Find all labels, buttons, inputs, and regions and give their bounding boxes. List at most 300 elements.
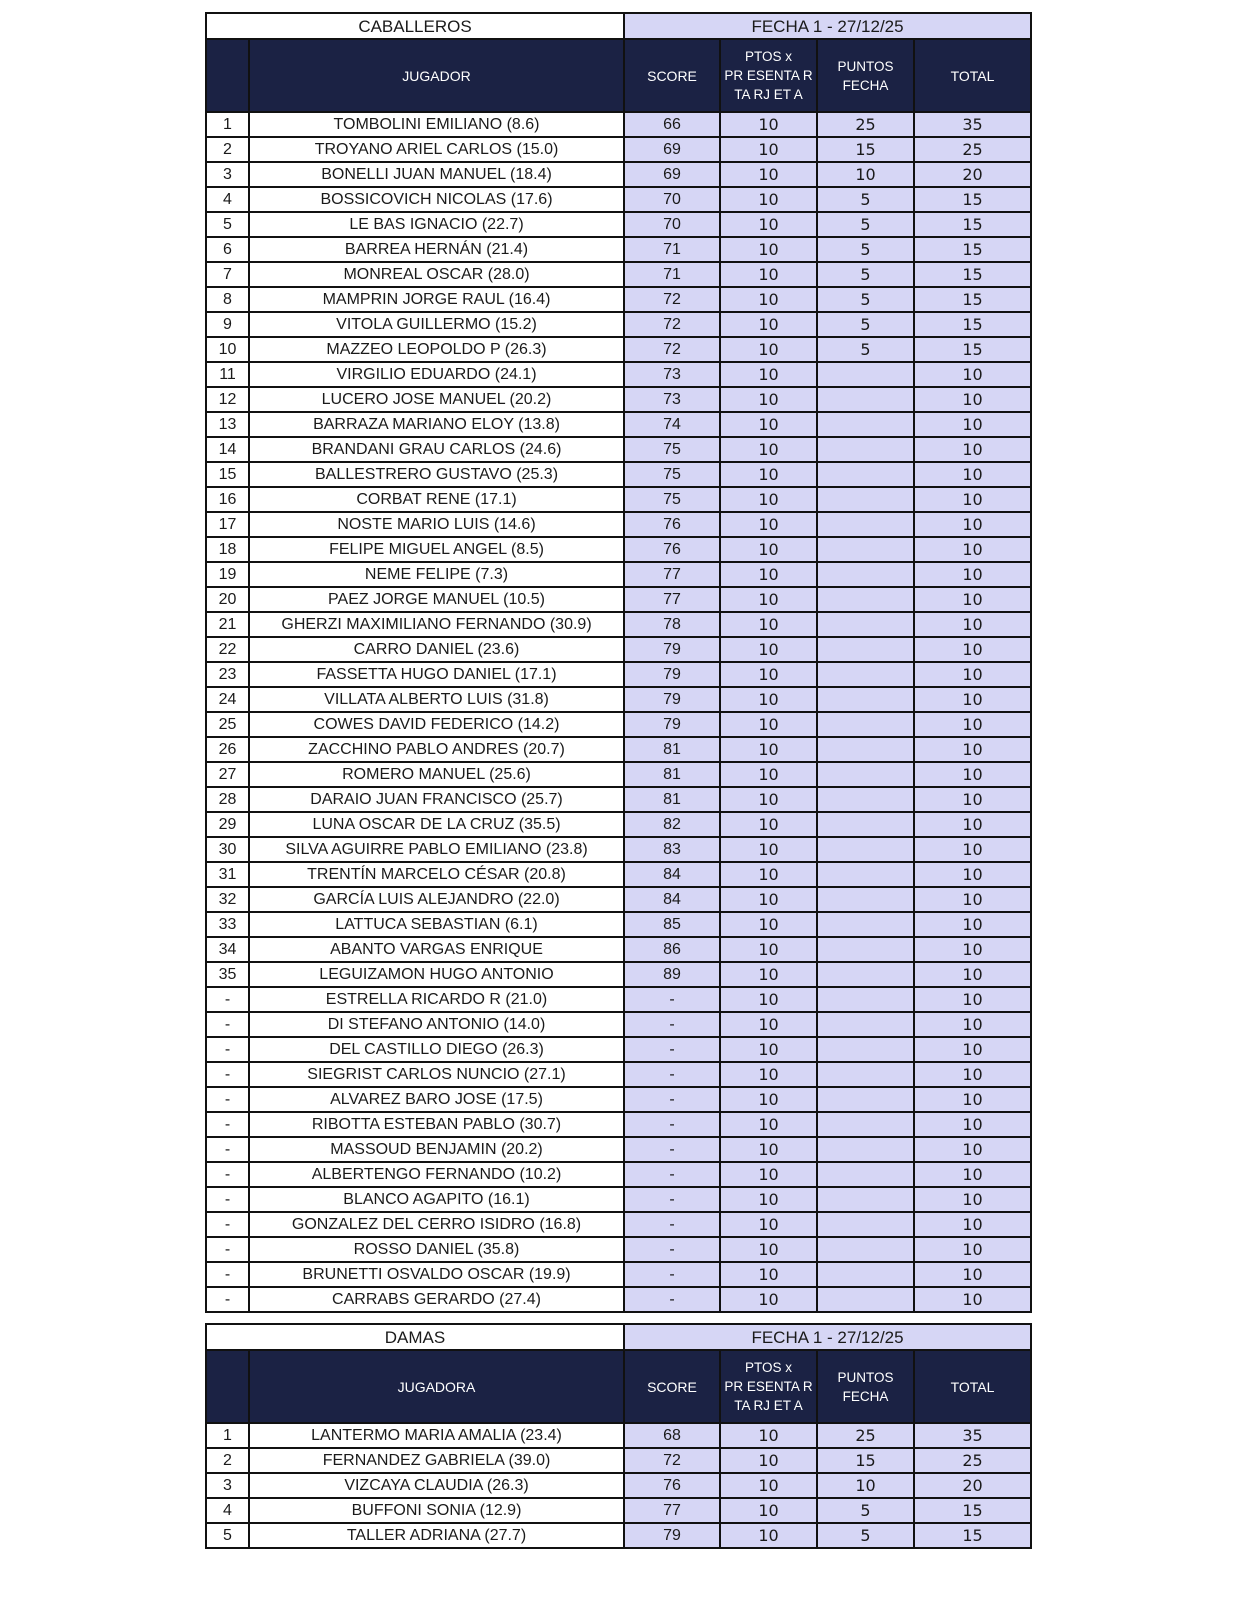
- table-row: [206, 737, 1031, 762]
- total-cell: 10: [914, 1062, 1031, 1087]
- total-cell: 25: [914, 1448, 1031, 1473]
- score-cell: 85: [624, 912, 720, 937]
- puntos-fecha-cell: [817, 737, 914, 762]
- puntos-fecha-cell: [817, 812, 914, 837]
- header-line: PTOS x: [744, 1360, 792, 1375]
- puntos-fecha-cell: [817, 1012, 914, 1037]
- rank-cell: -: [206, 1037, 249, 1062]
- player-name-cell: VIZCAYA CLAUDIA (26.3): [249, 1473, 624, 1498]
- player-name-cell: SILVA AGUIRRE PABLO EMILIANO (23.8): [249, 837, 624, 862]
- table-row: [206, 862, 1031, 887]
- total-cell: 15: [914, 237, 1031, 262]
- rank-cell: 12: [206, 387, 249, 412]
- player-name-cell: MASSOUD BENJAMIN (20.2): [249, 1137, 624, 1162]
- score-cell: 81: [624, 762, 720, 787]
- puntos-fecha-cell: 5: [817, 237, 914, 262]
- player-name-cell: MAMPRIN JORGE RAUL (16.4): [249, 287, 624, 312]
- player-name-cell: MAZZEO LEOPOLDO P (26.3): [249, 337, 624, 362]
- total-cell: 10: [914, 937, 1031, 962]
- header-line: PR ESENTA R: [724, 68, 813, 83]
- score-cell: 82: [624, 812, 720, 837]
- player-name-cell: COWES DAVID FEDERICO (14.2): [249, 712, 624, 737]
- table-row: [206, 487, 1031, 512]
- ptos-presentar-cell: 10: [720, 912, 817, 937]
- score-cell: 79: [624, 637, 720, 662]
- puntos-fecha-cell: [817, 612, 914, 637]
- ptos-presentar-cell: 10: [720, 1087, 817, 1112]
- table-row: [206, 112, 1031, 137]
- player-name-cell: ZACCHINO PABLO ANDRES (20.7): [249, 737, 624, 762]
- puntos-fecha-cell: [817, 837, 914, 862]
- rank-cell: 5: [206, 212, 249, 237]
- puntos-fecha-header: [817, 1350, 914, 1423]
- rank-cell: 10: [206, 337, 249, 362]
- damas-section-row: [206, 1324, 1031, 1350]
- score-cell: 68: [624, 1423, 720, 1448]
- table-row: [206, 1473, 1031, 1498]
- score-cell: 83: [624, 837, 720, 862]
- total-cell: 10: [914, 612, 1031, 637]
- ptos-presentar-cell: 10: [720, 1162, 817, 1187]
- puntos-fecha-cell: 15: [817, 1448, 914, 1473]
- ptos-presentar-cell: 10: [720, 837, 817, 862]
- total-cell: 15: [914, 1498, 1031, 1523]
- puntos-fecha-cell: [817, 512, 914, 537]
- score-cell: 79: [624, 687, 720, 712]
- player-name-cell: VIRGILIO EDUARDO (24.1): [249, 362, 624, 387]
- ptos-presentar-cell: 10: [720, 737, 817, 762]
- player-name-cell: LANTERMO MARIA AMALIA (23.4): [249, 1423, 624, 1448]
- player-name-cell: RIBOTTA ESTEBAN PABLO (30.7): [249, 1112, 624, 1137]
- rank-cell: 17: [206, 512, 249, 537]
- player-name-cell: BLANCO AGAPITO (16.1): [249, 1187, 624, 1212]
- player-name-cell: CORBAT RENE (17.1): [249, 487, 624, 512]
- rank-cell: 3: [206, 162, 249, 187]
- total-cell: 15: [914, 1523, 1031, 1548]
- table-row: [206, 512, 1031, 537]
- ptos-presentar-cell: 10: [720, 1212, 817, 1237]
- player-name-cell: BARREA HERNÁN (21.4): [249, 237, 624, 262]
- player-name-cell: VITOLA GUILLERMO (15.2): [249, 312, 624, 337]
- player-name-cell: BARRAZA MARIANO ELOY (13.8): [249, 412, 624, 437]
- player-name-cell: FERNANDEZ GABRIELA (39.0): [249, 1448, 624, 1473]
- table-row: [206, 612, 1031, 637]
- ptos-presentar-cell: 10: [720, 862, 817, 887]
- player-name-cell: GONZALEZ DEL CERRO ISIDRO (16.8): [249, 1212, 624, 1237]
- score-cell: -: [624, 1212, 720, 1237]
- ptos-presentar-cell: 10: [720, 412, 817, 437]
- section-title: CABALLEROS: [206, 13, 624, 39]
- score-header: SCORE: [624, 39, 720, 112]
- rank-cell: 3: [206, 1473, 249, 1498]
- rank-header: [206, 1350, 249, 1423]
- total-cell: 35: [914, 112, 1031, 137]
- total-cell: 25: [914, 137, 1031, 162]
- table-row: [206, 1448, 1031, 1473]
- puntos-fecha-cell: [817, 937, 914, 962]
- total-cell: 10: [914, 1112, 1031, 1137]
- rank-cell: 2: [206, 1448, 249, 1473]
- score-cell: -: [624, 987, 720, 1012]
- total-cell: 10: [914, 587, 1031, 612]
- rank-cell: 20: [206, 587, 249, 612]
- score-cell: 81: [624, 737, 720, 762]
- puntos-fecha-cell: 25: [817, 112, 914, 137]
- rank-cell: 22: [206, 637, 249, 662]
- score-cell: 71: [624, 237, 720, 262]
- section-title: DAMAS: [206, 1324, 624, 1350]
- player-name-cell: LUCERO JOSE MANUEL (20.2): [249, 387, 624, 412]
- ptos-presentar-cell: 10: [720, 462, 817, 487]
- table-row: [206, 912, 1031, 937]
- total-cell: 10: [914, 1087, 1031, 1112]
- ptos-presentar-cell: 10: [720, 387, 817, 412]
- score-cell: 70: [624, 212, 720, 237]
- ptos-presentar-cell: 10: [720, 1037, 817, 1062]
- score-cell: -: [624, 1137, 720, 1162]
- rank-cell: 24: [206, 687, 249, 712]
- score-cell: 72: [624, 287, 720, 312]
- total-cell: 10: [914, 1287, 1031, 1312]
- score-cell: -: [624, 1112, 720, 1137]
- rank-cell: -: [206, 1162, 249, 1187]
- player-name-cell: NOSTE MARIO LUIS (14.6): [249, 512, 624, 537]
- puntos-fecha-cell: 5: [817, 1523, 914, 1548]
- ptos-presentar-cell: 10: [720, 812, 817, 837]
- total-cell: 10: [914, 662, 1031, 687]
- ptos-presentar-cell: 10: [720, 962, 817, 987]
- table-row: [206, 1187, 1031, 1212]
- ptos-presentar-cell: 10: [720, 1137, 817, 1162]
- total-cell: 15: [914, 187, 1031, 212]
- section-gap: [205, 1314, 1030, 1322]
- score-cell: 77: [624, 587, 720, 612]
- total-cell: 10: [914, 1012, 1031, 1037]
- table-row: [206, 212, 1031, 237]
- total-cell: 10: [914, 1187, 1031, 1212]
- score-cell: 73: [624, 387, 720, 412]
- puntos-fecha-cell: [817, 1112, 914, 1137]
- puntos-fecha-cell: 5: [817, 287, 914, 312]
- total-header: TOTAL: [914, 39, 1031, 112]
- table-row: [206, 237, 1031, 262]
- table-row: [206, 537, 1031, 562]
- table-row: [206, 1262, 1031, 1287]
- ptos-presentar-cell: 10: [720, 562, 817, 587]
- total-cell: 20: [914, 1473, 1031, 1498]
- ptos-presentar-cell: 10: [720, 1237, 817, 1262]
- puntos-fecha-cell: [817, 412, 914, 437]
- table-row: [206, 1237, 1031, 1262]
- score-cell: -: [624, 1087, 720, 1112]
- header-line: FECHA: [842, 1388, 889, 1404]
- rank-cell: 28: [206, 787, 249, 812]
- score-cell: -: [624, 1037, 720, 1062]
- section-date: FECHA 1 - 27/12/25: [624, 13, 1031, 39]
- puntos-fecha-cell: [817, 962, 914, 987]
- player-name-cell: FASSETTA HUGO DANIEL (17.1): [249, 662, 624, 687]
- score-cell: 81: [624, 787, 720, 812]
- ptos-presentar-cell: 10: [720, 362, 817, 387]
- ptos-presentar-cell: 10: [720, 437, 817, 462]
- total-cell: 10: [914, 987, 1031, 1012]
- damas-table: [205, 1323, 1032, 1549]
- score-cell: -: [624, 1162, 720, 1187]
- ptos-presentar-cell: 10: [720, 937, 817, 962]
- player-name-cell: ALBERTENGO FERNANDO (10.2): [249, 1162, 624, 1187]
- rank-cell: 4: [206, 187, 249, 212]
- rank-cell: 31: [206, 862, 249, 887]
- player-name-cell: SIEGRIST CARLOS NUNCIO (27.1): [249, 1062, 624, 1087]
- total-cell: 10: [914, 712, 1031, 737]
- total-cell: 10: [914, 812, 1031, 837]
- table-row: [206, 287, 1031, 312]
- player-name-cell: TROYANO ARIEL CARLOS (15.0): [249, 137, 624, 162]
- table-row: [206, 587, 1031, 612]
- rank-cell: -: [206, 1087, 249, 1112]
- rank-cell: 1: [206, 1423, 249, 1448]
- puntos-fecha-cell: [817, 787, 914, 812]
- ptos-presentar-cell: 10: [720, 587, 817, 612]
- table-row: [206, 1037, 1031, 1062]
- player-name-cell: VILLATA ALBERTO LUIS (31.8): [249, 687, 624, 712]
- total-cell: 10: [914, 737, 1031, 762]
- player-name-cell: LEGUIZAMON HUGO ANTONIO: [249, 962, 624, 987]
- player-name-cell: FELIPE MIGUEL ANGEL (8.5): [249, 537, 624, 562]
- player-name-cell: BONELLI JUAN MANUEL (18.4): [249, 162, 624, 187]
- total-cell: 10: [914, 487, 1031, 512]
- header-row: [206, 1350, 1031, 1423]
- score-cell: 74: [624, 412, 720, 437]
- ptos-presentar-cell: 10: [720, 1262, 817, 1287]
- rank-cell: -: [206, 1012, 249, 1037]
- score-cell: -: [624, 1012, 720, 1037]
- puntos-fecha-cell: [817, 1287, 914, 1312]
- puntos-fecha-cell: [817, 1237, 914, 1262]
- score-cell: 72: [624, 337, 720, 362]
- header-row: [206, 39, 1031, 112]
- score-cell: 72: [624, 312, 720, 337]
- puntos-fecha-header: [817, 39, 914, 112]
- score-cell: 84: [624, 887, 720, 912]
- ptos-presentar-cell: 10: [720, 1012, 817, 1037]
- rank-cell: 15: [206, 462, 249, 487]
- puntos-fecha-cell: [817, 687, 914, 712]
- total-cell: 15: [914, 312, 1031, 337]
- header-line: PR ESENTA R: [724, 1379, 813, 1394]
- table-row: [206, 1012, 1031, 1037]
- puntos-fecha-cell: 25: [817, 1423, 914, 1448]
- total-cell: 10: [914, 637, 1031, 662]
- score-cell: -: [624, 1287, 720, 1312]
- header-line: PUNTOS: [837, 1369, 894, 1385]
- puntos-fecha-cell: [817, 587, 914, 612]
- table-row: [206, 387, 1031, 412]
- ptos-presentar-cell: 10: [720, 612, 817, 637]
- score-cell: 76: [624, 537, 720, 562]
- total-cell: 10: [914, 1237, 1031, 1262]
- rank-cell: 14: [206, 437, 249, 462]
- total-cell: 10: [914, 862, 1031, 887]
- table-row: [206, 762, 1031, 787]
- player-name-cell: BRANDANI GRAU CARLOS (24.6): [249, 437, 624, 462]
- rank-cell: 16: [206, 487, 249, 512]
- rank-cell: 13: [206, 412, 249, 437]
- puntos-fecha-cell: 5: [817, 337, 914, 362]
- rank-cell: -: [206, 1137, 249, 1162]
- puntos-fecha-cell: [817, 1212, 914, 1237]
- player-name-cell: DI STEFANO ANTONIO (14.0): [249, 1012, 624, 1037]
- player-name-cell: TOMBOLINI EMILIANO (8.6): [249, 112, 624, 137]
- total-cell: 10: [914, 1262, 1031, 1287]
- ptos-presentar-cell: 10: [720, 537, 817, 562]
- rank-cell: 2: [206, 137, 249, 162]
- puntos-fecha-cell: [817, 912, 914, 937]
- damas-body: [206, 1324, 1031, 1548]
- rank-cell: 34: [206, 937, 249, 962]
- player-name-cell: GHERZI MAXIMILIANO FERNANDO (30.9): [249, 612, 624, 637]
- table-row: [206, 662, 1031, 687]
- ptos-presentar-cell: 10: [720, 1448, 817, 1473]
- score-header: SCORE: [624, 1350, 720, 1423]
- player-name-cell: TRENTÍN MARCELO CÉSAR (20.8): [249, 862, 624, 887]
- puntos-fecha-cell: [817, 562, 914, 587]
- player-name-cell: LATTUCA SEBASTIAN (6.1): [249, 912, 624, 937]
- score-cell: 79: [624, 662, 720, 687]
- score-cell: 84: [624, 862, 720, 887]
- ptos-presentar-cell: 10: [720, 1112, 817, 1137]
- rank-cell: 8: [206, 287, 249, 312]
- rank-cell: 35: [206, 962, 249, 987]
- rank-cell: 30: [206, 837, 249, 862]
- caballeros-section-row: [206, 13, 1031, 39]
- rank-cell: 29: [206, 812, 249, 837]
- ptos-presentar-cell: 10: [720, 1523, 817, 1548]
- puntos-fecha-cell: 5: [817, 187, 914, 212]
- total-cell: 15: [914, 212, 1031, 237]
- rank-cell: -: [206, 1187, 249, 1212]
- puntos-fecha-cell: [817, 987, 914, 1012]
- puntos-fecha-cell: 5: [817, 262, 914, 287]
- table-row: [206, 1062, 1031, 1087]
- ptos-presentar-cell: 10: [720, 212, 817, 237]
- table-row: [206, 937, 1031, 962]
- score-cell: 78: [624, 612, 720, 637]
- total-cell: 10: [914, 562, 1031, 587]
- rank-header: [206, 39, 249, 112]
- table-row: [206, 1137, 1031, 1162]
- ptos-presentar-cell: 10: [720, 337, 817, 362]
- rank-cell: 11: [206, 362, 249, 387]
- ptos-presentar-cell: 10: [720, 1498, 817, 1523]
- table-row: [206, 462, 1031, 487]
- rank-cell: 5: [206, 1523, 249, 1548]
- table-row: [206, 962, 1031, 987]
- table-row: [206, 887, 1031, 912]
- score-cell: 71: [624, 262, 720, 287]
- player-name-cell: BRUNETTI OSVALDO OSCAR (19.9): [249, 1262, 624, 1287]
- ptos-presentar-cell: 10: [720, 1423, 817, 1448]
- player-name-cell: ROMERO MANUEL (25.6): [249, 762, 624, 787]
- table-row: [206, 1212, 1031, 1237]
- total-cell: 10: [914, 437, 1031, 462]
- player-name-cell: BUFFONI SONIA (12.9): [249, 1498, 624, 1523]
- table-row: [206, 837, 1031, 862]
- puntos-fecha-cell: 10: [817, 1473, 914, 1498]
- ptos-presentar-cell: 10: [720, 712, 817, 737]
- ptos-presentar-cell: 10: [720, 662, 817, 687]
- puntos-fecha-cell: [817, 862, 914, 887]
- player-name-cell: PAEZ JORGE MANUEL (10.5): [249, 587, 624, 612]
- rank-cell: -: [206, 1287, 249, 1312]
- player-name-cell: DARAIO JUAN FRANCISCO (25.7): [249, 787, 624, 812]
- ptos-presentar-cell: 10: [720, 487, 817, 512]
- rank-cell: 27: [206, 762, 249, 787]
- player-name-cell: BOSSICOVICH NICOLAS (17.6): [249, 187, 624, 212]
- total-cell: 10: [914, 387, 1031, 412]
- total-cell: 10: [914, 1212, 1031, 1237]
- puntos-fecha-cell: [817, 1187, 914, 1212]
- score-cell: 77: [624, 562, 720, 587]
- caballeros-table: [205, 12, 1032, 1313]
- total-cell: 35: [914, 1423, 1031, 1448]
- table-row: [206, 1498, 1031, 1523]
- table-row: [206, 687, 1031, 712]
- player-name-cell: LUNA OSCAR DE LA CRUZ (35.5): [249, 812, 624, 837]
- total-cell: 10: [914, 762, 1031, 787]
- ptos-presentar-cell: 10: [720, 1287, 817, 1312]
- rank-cell: 4: [206, 1498, 249, 1523]
- rank-cell: -: [206, 1062, 249, 1087]
- total-cell: 10: [914, 837, 1031, 862]
- puntos-fecha-cell: [817, 662, 914, 687]
- table-row: [206, 712, 1031, 737]
- ptos-presentar-cell: 10: [720, 1187, 817, 1212]
- puntos-fecha-cell: [817, 387, 914, 412]
- player-name-cell: ESTRELLA RICARDO R (21.0): [249, 987, 624, 1012]
- puntos-fecha-cell: 5: [817, 312, 914, 337]
- table-row: [206, 812, 1031, 837]
- player-name-cell: TALLER ADRIANA (27.7): [249, 1523, 624, 1548]
- player-name-cell: ALVAREZ BARO JOSE (17.5): [249, 1087, 624, 1112]
- ptos-presentar-cell: 10: [720, 137, 817, 162]
- score-cell: 69: [624, 162, 720, 187]
- header-line: TA RJ ET A: [734, 1398, 803, 1413]
- total-cell: 10: [914, 462, 1031, 487]
- puntos-fecha-cell: [817, 1137, 914, 1162]
- table-row: [206, 137, 1031, 162]
- puntos-fecha-cell: [817, 1087, 914, 1112]
- total-cell: 20: [914, 162, 1031, 187]
- score-cell: 79: [624, 1523, 720, 1548]
- rank-cell: 32: [206, 887, 249, 912]
- player-header: JUGADOR: [249, 39, 624, 112]
- ptos-presentar-cell: 10: [720, 262, 817, 287]
- ptos-presentar-cell: 10: [720, 787, 817, 812]
- score-cell: 70: [624, 187, 720, 212]
- score-cell: -: [624, 1062, 720, 1087]
- score-cell: 76: [624, 512, 720, 537]
- total-cell: 10: [914, 687, 1031, 712]
- puntos-fecha-cell: 10: [817, 162, 914, 187]
- ptos-presentar-cell: 10: [720, 1473, 817, 1498]
- score-cell: -: [624, 1262, 720, 1287]
- puntos-fecha-cell: [817, 762, 914, 787]
- ptos-presentar-cell: 10: [720, 637, 817, 662]
- score-cell: 77: [624, 1498, 720, 1523]
- player-name-cell: GARCÍA LUIS ALEJANDRO (22.0): [249, 887, 624, 912]
- table-row: [206, 1523, 1031, 1548]
